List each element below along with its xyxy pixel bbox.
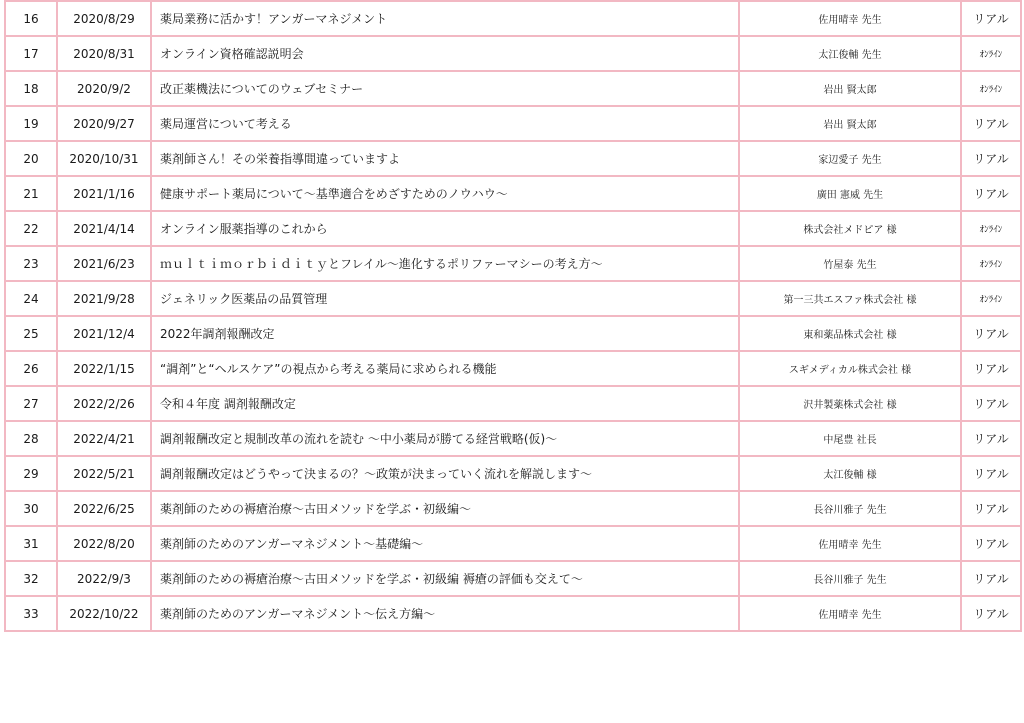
row-date-cell: 2022/4/21	[57, 421, 151, 456]
row-number-cell: 29	[5, 456, 57, 491]
row-speaker-cell: 佐用晴幸 先生	[739, 526, 961, 561]
row-number-cell: 31	[5, 526, 57, 561]
row-date-cell: 2021/9/28	[57, 281, 151, 316]
row-number-cell: 16	[5, 1, 57, 36]
table-row	[5, 351, 1021, 386]
table-row	[5, 176, 1021, 211]
row-format-cell: リアル	[961, 141, 1021, 176]
row-date-cell: 2022/6/25	[57, 491, 151, 526]
row-date-cell: 2021/6/23	[57, 246, 151, 281]
table-row	[5, 1, 1021, 36]
row-title-cell: 改正薬機法についてのウェブセミナー	[151, 71, 739, 106]
row-format-cell: ｵﾝﾗｲﾝ	[961, 36, 1021, 71]
row-title-cell: オンライン資格確認説明会	[151, 36, 739, 71]
table-row	[5, 561, 1021, 596]
row-date-cell: 2022/10/22	[57, 596, 151, 631]
row-speaker-cell: 長谷川雅子 先生	[739, 561, 961, 596]
row-title-cell: 健康サポート薬局について～基準適合をめざすためのノウハウ～	[151, 176, 739, 211]
row-speaker-cell: 東和薬品株式会社 様	[739, 316, 961, 351]
row-format-cell: リアル	[961, 421, 1021, 456]
table-row	[5, 596, 1021, 631]
row-title-cell: 薬剤師のためのアンガーマネジメント～伝え方編～	[151, 596, 739, 631]
row-title-cell: オンライン服薬指導のこれから	[151, 211, 739, 246]
table-row	[5, 36, 1021, 71]
row-date-cell: 2020/10/31	[57, 141, 151, 176]
row-title-cell: 薬剤師のための褥瘡治療～古田メソッドを学ぶ・初級編～	[151, 491, 739, 526]
row-format-cell: ｵﾝﾗｲﾝ	[961, 71, 1021, 106]
table-row	[5, 106, 1021, 141]
row-number-cell: 19	[5, 106, 57, 141]
row-date-cell: 2020/9/2	[57, 71, 151, 106]
row-number-cell: 20	[5, 141, 57, 176]
row-speaker-cell: 佐用晴幸 先生	[739, 596, 961, 631]
table-row	[5, 386, 1021, 421]
row-format-cell: リアル	[961, 561, 1021, 596]
row-speaker-cell: 沢井製薬株式会社 様	[739, 386, 961, 421]
row-speaker-cell: 中尾豊 社長	[739, 421, 961, 456]
row-date-cell: 2022/2/26	[57, 386, 151, 421]
row-number-cell: 24	[5, 281, 57, 316]
row-format-cell: リアル	[961, 526, 1021, 561]
row-number-cell: 33	[5, 596, 57, 631]
row-format-cell: リアル	[961, 456, 1021, 491]
row-title-cell: 薬局業務に活かす！アンガーマネジメント	[151, 1, 739, 36]
row-title-cell: 令和４年度 調剤報酬改定	[151, 386, 739, 421]
row-number-cell: 26	[5, 351, 57, 386]
row-speaker-cell: 廣田 憲威 先生	[739, 176, 961, 211]
row-speaker-cell: 竹屋泰 先生	[739, 246, 961, 281]
row-number-cell: 21	[5, 176, 57, 211]
table-row	[5, 71, 1021, 106]
row-number-cell: 27	[5, 386, 57, 421]
row-speaker-cell: 岩出 賢太郎	[739, 106, 961, 141]
row-title-cell: 調剤報酬改定はどうやって決まるの？～政策が決まっていく流れを解説します～	[151, 456, 739, 491]
row-date-cell: 2021/1/16	[57, 176, 151, 211]
row-speaker-cell: 株式会社メドピア 様	[739, 211, 961, 246]
row-speaker-cell: スギメディカル株式会社 様	[739, 351, 961, 386]
row-date-cell: 2020/8/31	[57, 36, 151, 71]
row-number-cell: 32	[5, 561, 57, 596]
row-number-cell: 22	[5, 211, 57, 246]
table-row	[5, 526, 1021, 561]
table-row	[5, 491, 1021, 526]
row-title-cell: 薬剤師のための褥瘡治療～古田メソッドを学ぶ・初級編 褥瘡の評価も交えて～	[151, 561, 739, 596]
row-speaker-cell: 家辺愛子 先生	[739, 141, 961, 176]
table-row	[5, 246, 1021, 281]
row-date-cell: 2021/12/4	[57, 316, 151, 351]
row-speaker-cell: 第一三共エスファ株式会社 様	[739, 281, 961, 316]
row-speaker-cell: 長谷川雅子 先生	[739, 491, 961, 526]
row-number-cell: 25	[5, 316, 57, 351]
row-speaker-cell: 佐用晴幸 先生	[739, 1, 961, 36]
row-title-cell: “調剤”と“ヘルスケア”の視点から考える薬局に求められる機能	[151, 351, 739, 386]
row-title-cell: 薬剤師のためのアンガーマネジメント～基礎編～	[151, 526, 739, 561]
row-date-cell: 2022/1/15	[57, 351, 151, 386]
row-title-cell: 2022年調剤報酬改定	[151, 316, 739, 351]
seminar-table-body	[5, 1, 1021, 631]
row-format-cell: リアル	[961, 386, 1021, 421]
row-format-cell: リアル	[961, 596, 1021, 631]
row-number-cell: 23	[5, 246, 57, 281]
row-format-cell: リアル	[961, 106, 1021, 141]
row-number-cell: 18	[5, 71, 57, 106]
row-format-cell: ｵﾝﾗｲﾝ	[961, 211, 1021, 246]
row-title-cell: ｍｕｌｔｉｍｏｒｂｉｄｉｔｙとフレイル～進化するポリファーマシーの考え方～	[151, 246, 739, 281]
row-speaker-cell: 岩出 賢太郎	[739, 71, 961, 106]
table-row	[5, 316, 1021, 351]
table-row	[5, 211, 1021, 246]
seminar-table	[4, 0, 1022, 632]
row-number-cell: 30	[5, 491, 57, 526]
table-row	[5, 141, 1021, 176]
row-format-cell: リアル	[961, 316, 1021, 351]
row-speaker-cell: 太江俊輔 様	[739, 456, 961, 491]
row-format-cell: ｵﾝﾗｲﾝ	[961, 246, 1021, 281]
row-date-cell: 2022/9/3	[57, 561, 151, 596]
table-row	[5, 281, 1021, 316]
row-format-cell: ｵﾝﾗｲﾝ	[961, 281, 1021, 316]
row-number-cell: 28	[5, 421, 57, 456]
row-title-cell: 調剤報酬改定と規制改革の流れを読む ～中小薬局が勝てる経営戦略(仮)～	[151, 421, 739, 456]
row-number-cell: 17	[5, 36, 57, 71]
row-title-cell: 薬剤師さん！その栄養指導間違っていますよ	[151, 141, 739, 176]
row-title-cell: 薬局運営について考える	[151, 106, 739, 141]
row-date-cell: 2021/4/14	[57, 211, 151, 246]
table-row	[5, 421, 1021, 456]
row-date-cell: 2020/9/27	[57, 106, 151, 141]
row-format-cell: リアル	[961, 1, 1021, 36]
row-date-cell: 2022/8/20	[57, 526, 151, 561]
row-title-cell: ジェネリック医薬品の品質管理	[151, 281, 739, 316]
row-date-cell: 2020/8/29	[57, 1, 151, 36]
row-format-cell: リアル	[961, 351, 1021, 386]
row-format-cell: リアル	[961, 491, 1021, 526]
row-speaker-cell: 太江俊輔 先生	[739, 36, 961, 71]
row-date-cell: 2022/5/21	[57, 456, 151, 491]
row-format-cell: リアル	[961, 176, 1021, 211]
table-row	[5, 456, 1021, 491]
